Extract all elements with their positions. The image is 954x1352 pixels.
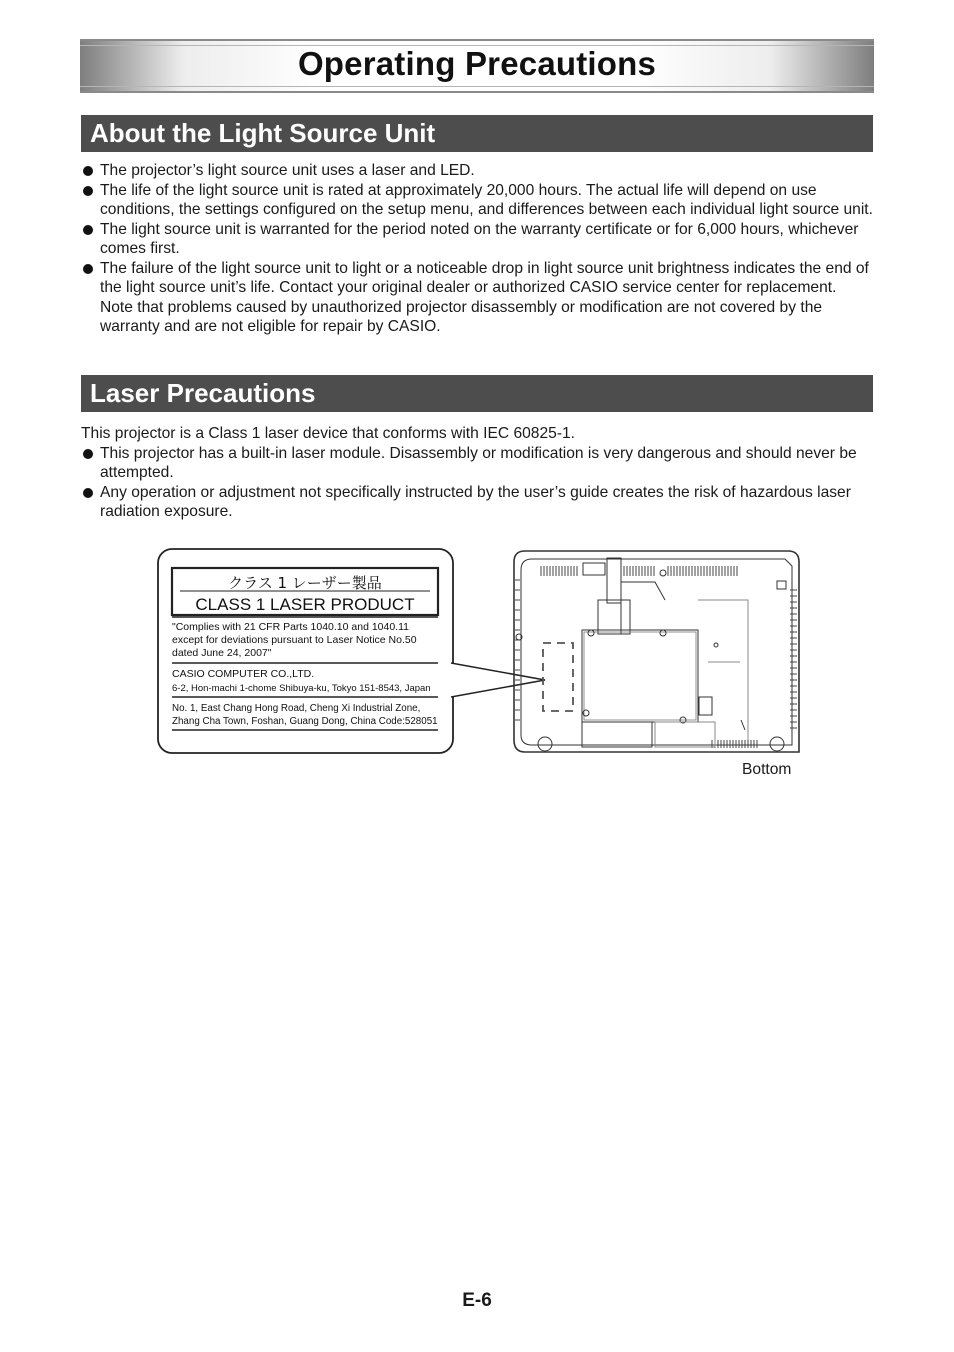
label-japanese: クラス 1 レーザー製品 <box>228 574 382 592</box>
page-title-banner <box>80 39 874 93</box>
projector-bottom-icon <box>514 551 799 752</box>
list-item: The light source unit is warranted for the period noted on the warranty certificate or for 6,000 hours, whichever comes first. <box>81 220 873 259</box>
page-number: E-6 <box>462 1290 492 1311</box>
callout-pointer <box>451 663 545 697</box>
label-address-cn: Zhang Cha Town, Foshan, Guang Dong, China Code:528051 <box>172 716 438 727</box>
label-address-cn: No. 1, East Chang Hong Road, Cheng Xi Industrial Zone, <box>172 703 421 714</box>
label-class-line: CLASS 1 LASER PRODUCT <box>195 595 415 614</box>
laser-label-figure <box>155 545 805 760</box>
section-title: About the Light Source Unit <box>90 118 436 148</box>
bullet-list <box>81 444 873 522</box>
compliance-line: dated June 24, 2007" <box>172 647 272 659</box>
laser-text <box>81 424 873 522</box>
light-source-text <box>81 161 873 337</box>
list-item: This projector has a built-in laser module. Disassembly or modification is very dangerous and should never be attempted. <box>81 444 873 483</box>
label-company: CASIO COMPUTER CO.,LTD. <box>172 668 315 680</box>
list-item: The failure of the light source unit to light or a noticeable drop in light source unit brightness indicates the end of the light source unit’s life. Contact your original dealer or authorized CASIO service center for replacement. Note that problems caused by unauthorized projector disassembly or modification are not covered by the warranty and are not eligible for repair by CASIO. <box>81 259 873 337</box>
list-item: The projector’s light source unit uses a laser and LED. <box>81 161 873 181</box>
section-title: Laser Precautions <box>90 378 316 408</box>
laser-intro: This projector is a Class 1 laser device that conforms with IEC 60825-1. <box>81 425 576 442</box>
list-item: Any operation or adjustment not specifically instructed by the user’s guide creates the risk of hazardous laser radiation exposure. <box>81 483 873 522</box>
section-heading-light-source <box>81 115 873 152</box>
section-heading-laser <box>81 375 873 412</box>
label-address-jp: 6-2, Hon-machi 1-chome Shibuya-ku, Tokyo 151-8543, Japan <box>172 683 431 694</box>
page-title: Operating Precautions <box>297 45 657 82</box>
compliance-line: "Complies with 21 CFR Parts 1040.10 and 1040.11 <box>172 621 409 633</box>
figure-caption: Bottom <box>742 761 792 778</box>
bullet-list <box>81 161 873 337</box>
list-item: The life of the light source unit is rated at approximately 20,000 hours. The actual life will depend on use conditions, the settings configured on the setup menu, and differences between each individual light source unit. <box>81 181 873 220</box>
compliance-line: except for deviations pursuant to Laser Notice No.50 <box>172 634 417 646</box>
